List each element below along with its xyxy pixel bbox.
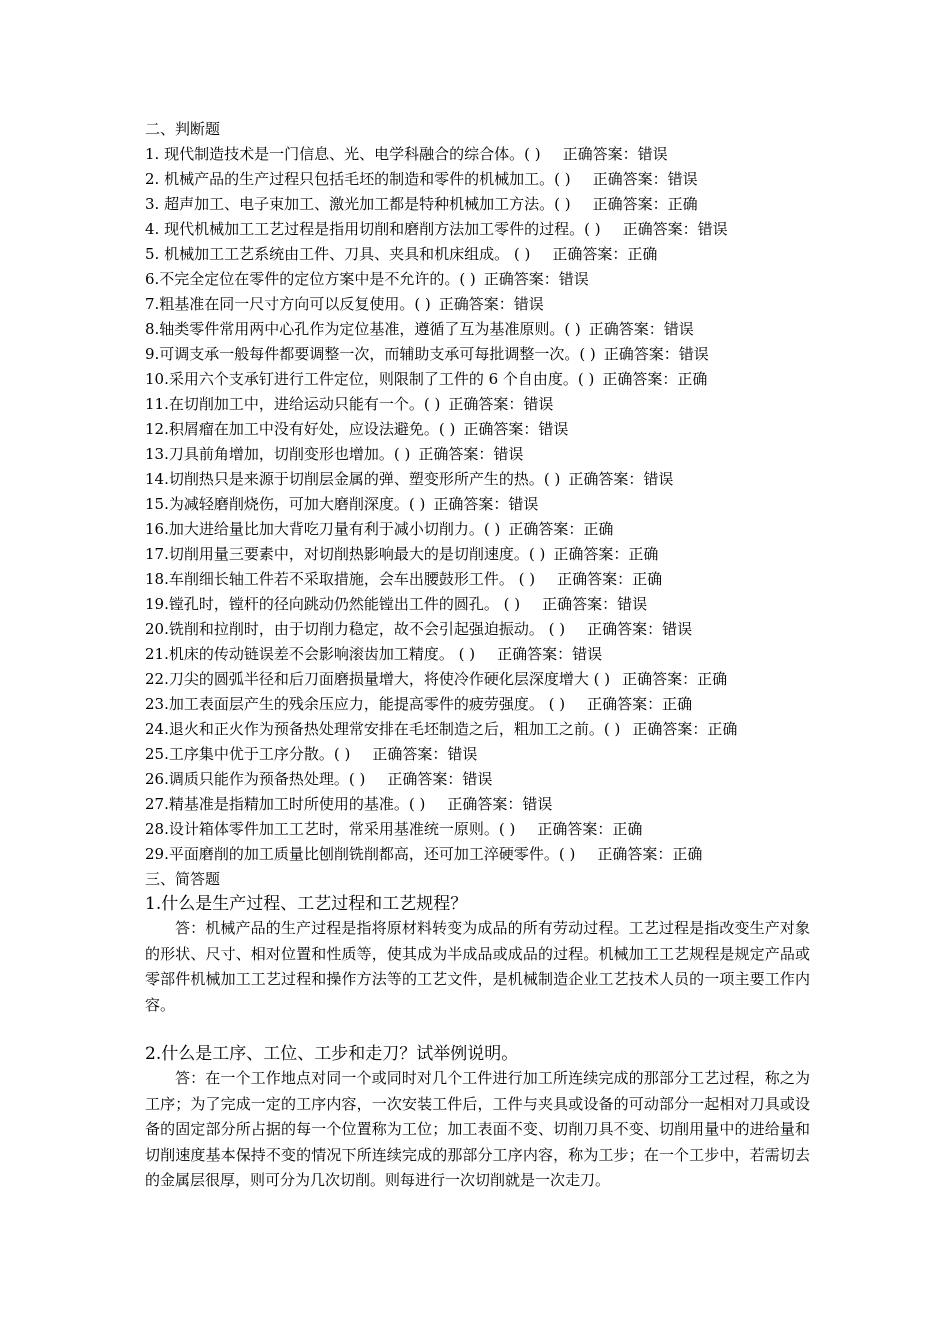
- answer-text: 正确答案：正确: [537, 820, 643, 838]
- answer-text: 正确答案：错误: [542, 595, 648, 613]
- answer-text: 正确答案：错误: [588, 320, 694, 338]
- list-item: [145, 242, 810, 267]
- answer-text: 正确答案：正确: [508, 520, 614, 538]
- list-item: [145, 342, 810, 367]
- list-item: [145, 192, 810, 217]
- list-item: [145, 542, 810, 567]
- question-text: 20.铣削和拉削时，由于切削力稳定，故不会引起强迫振动。 ( ): [145, 620, 566, 638]
- list-item: [145, 267, 810, 292]
- answer-text: 正确答案：错误: [438, 295, 544, 313]
- answer-text: 正确答案：错误: [463, 420, 569, 438]
- spacer: [145, 1018, 810, 1042]
- question-text: 19.镗孔时，镗杆的径向跳动仍然能镗出工件的圆孔。 ( ): [145, 595, 521, 613]
- question-text: 5. 机械加工工艺系统由工件、刀具、夹具和机床组成。 ( ): [145, 245, 531, 263]
- answer-text: 正确答案：错误: [372, 745, 478, 763]
- question-text: 6.不完全定位在零件的定位方案中是不允许的。( ): [145, 270, 476, 288]
- list-item: [145, 492, 810, 517]
- answer-text: 正确答案：正确: [602, 370, 708, 388]
- answer-text: 正确答案：错误: [447, 795, 553, 813]
- list-item: [145, 842, 810, 867]
- list-item: [145, 792, 810, 817]
- question-text: 8.轴类零件常用两中心孔作为定位基准，遵循了互为基准原则。( ): [145, 320, 581, 338]
- question-text: 1. 现代制造技术是一门信息、光、电学科融合的综合体。( ): [145, 145, 541, 163]
- list-item: [145, 417, 810, 442]
- list-item: [145, 642, 810, 667]
- question-text: 22.刀尖的圆弧半径和后刀面磨损量增大，将使冷作硬化层深度增大 ( ): [145, 670, 611, 688]
- answer-text: 正确答案：错误: [622, 220, 728, 238]
- answer-text: 正确答案：正确: [552, 245, 658, 263]
- question-text: 16.加大进给量比加大背吃刀量有利于减小切削力。( ): [145, 520, 501, 538]
- list-item: [145, 817, 810, 842]
- answer-text: 正确答案：正确: [553, 545, 659, 563]
- answer-text: 正确答案：错误: [433, 495, 539, 513]
- question-text: 11.在切削加工中，进给运动只能有一个。( ): [145, 395, 441, 413]
- section-title-short-answer: 三、简答题: [145, 870, 221, 888]
- question-text: 7.粗基准在同一尺寸方向可以反复使用。( ): [145, 295, 431, 313]
- answer-text: 正确答案：错误: [483, 270, 589, 288]
- question-text: 2. 机械产品的生产过程只包括毛坯的制造和零件的机械加工。( ): [145, 170, 571, 188]
- list-item: [145, 567, 810, 592]
- short-answer-question-2: [145, 1042, 810, 1194]
- question-text: 3. 超声加工、电子束加工、激光加工都是特种机械加工方法。( ): [145, 195, 571, 213]
- question-heading: 1.什么是生产过程、工艺过程和工艺规程？: [145, 894, 468, 914]
- list-item: [145, 692, 810, 717]
- list-item: [145, 392, 810, 417]
- list-item: [145, 217, 810, 242]
- question-text: 23.加工表面层产生的残余压应力，能提高零件的疲劳强度。 ( ): [145, 695, 566, 713]
- list-item: [145, 467, 810, 492]
- question-text: 24.退火和正火作为预备热处理常安排在毛坯制造之后，粗加工之前。( ): [145, 720, 621, 738]
- answer-text: 正确答案：错误: [592, 170, 698, 188]
- question-text: 9.可调支承一般每件都要调整一次，而辅助支承可每批调整一次。( ): [145, 345, 596, 363]
- answer-text: 正确答案：正确: [622, 670, 728, 688]
- question-text: 25.工序集中优于工序分散。( ): [145, 745, 351, 763]
- answer-text: 正确答案：错误: [387, 770, 493, 788]
- answer-text: 正确答案：正确: [597, 845, 703, 863]
- question-text: 17.切削用量三要素中，对切削热影响最大的是切削速度。( ): [145, 545, 546, 563]
- answer-text: 正确答案：错误: [448, 395, 554, 413]
- list-item: [145, 167, 810, 192]
- answer-text: 正确答案：错误: [562, 145, 668, 163]
- answer-text: 正确答案：错误: [603, 345, 709, 363]
- list-item: [145, 617, 810, 642]
- answer-text: 正确答案：正确: [587, 695, 693, 713]
- list-item: [145, 317, 810, 342]
- question-text: 14.切削热只是来源于切削层金属的弹、塑变形所产生的热。( ): [145, 470, 561, 488]
- answer-text: 正确答案：错误: [568, 470, 674, 488]
- list-item: [145, 142, 810, 167]
- short-answer-question-1: [145, 892, 810, 1018]
- answer-paragraph: 答：在一个工作地点对同一个或同时对几个工件进行加工所连续完成的那部分工艺过程，称之为工序；为了完成一定的工序内容，一次安装工件后，工件与夹具或设备的可动部分一起相对刀具或设备的固定部分所占据的每一个位置称为工位；加工表面不变、切削刀具不变、切削用量中的进给量和切削速度基本保持不变的情况下所连续完成的那部分工序内容，称为工步；在一个工步中，若需切去的金属层很厚，则可分为几次切削。则每进行一次切削就是一次走刀。: [145, 1069, 810, 1189]
- question-heading: 2.什么是工序、工位、工步和走刀？试举例说明。: [145, 1044, 519, 1064]
- answer-text: 正确答案：正确: [592, 195, 698, 213]
- question-text: 15.为减轻磨削烧伤，可加大磨削深度。( ): [145, 495, 426, 513]
- question-text: 27.精基准是指精加工时所使用的基准。( ): [145, 795, 426, 813]
- list-item: [145, 717, 810, 742]
- question-text: 10.采用六个支承钉进行工件定位，则限制了工件的 6 个自由度。( ): [145, 370, 595, 388]
- answer-paragraph: 答：机械产品的生产过程是指将原材料转变为成品的所有劳动过程。工艺过程是指改变生产对象的形状、尺寸、相对位置和性质等，使其成为半成品或成品的过程。机械加工工艺规程是规定产品或零部件机械加工工艺过程和操作方法等的工艺文件，是机械制造企业工艺技术人员的一项主要工作内容。: [145, 919, 810, 1014]
- answer-text: 正确答案：错误: [497, 645, 603, 663]
- answer-text: 正确答案：错误: [418, 445, 524, 463]
- question-text: 4. 现代机械加工工艺过程是指用切削和磨削方法加工零件的过程。( ): [145, 220, 601, 238]
- answer-text: 正确答案：正确: [557, 570, 663, 588]
- list-item: [145, 592, 810, 617]
- list-item: [145, 367, 810, 392]
- list-item: [145, 742, 810, 767]
- document-page: [145, 117, 810, 1194]
- list-item: [145, 667, 810, 692]
- list-item: [145, 442, 810, 467]
- answer-text: 正确答案：正确: [632, 720, 738, 738]
- question-text: 18.车削细长轴工件若不采取措施，会车出腰鼓形工件。 ( ): [145, 570, 536, 588]
- section-title-judgment: 二、判断题: [145, 120, 221, 138]
- question-text: 13.刀具前角增加，切削变形也增加。( ): [145, 445, 411, 463]
- judgment-question-list: [145, 142, 810, 867]
- question-text: 21.机床的传动链误差不会影响滚齿加工精度。 ( ): [145, 645, 476, 663]
- question-text: 29.平面磨削的加工质量比刨削铣削都高，还可加工淬硬零件。( ): [145, 845, 576, 863]
- question-text: 12.积屑瘤在加工中没有好处，应设法避免。( ): [145, 420, 456, 438]
- question-text: 26.调质只能作为预备热处理。( ): [145, 770, 366, 788]
- question-text: 28.设计箱体零件加工工艺时，常采用基准统一原则。( ): [145, 820, 516, 838]
- list-item: [145, 767, 810, 792]
- list-item: [145, 292, 810, 317]
- list-item: [145, 517, 810, 542]
- answer-text: 正确答案：错误: [587, 620, 693, 638]
